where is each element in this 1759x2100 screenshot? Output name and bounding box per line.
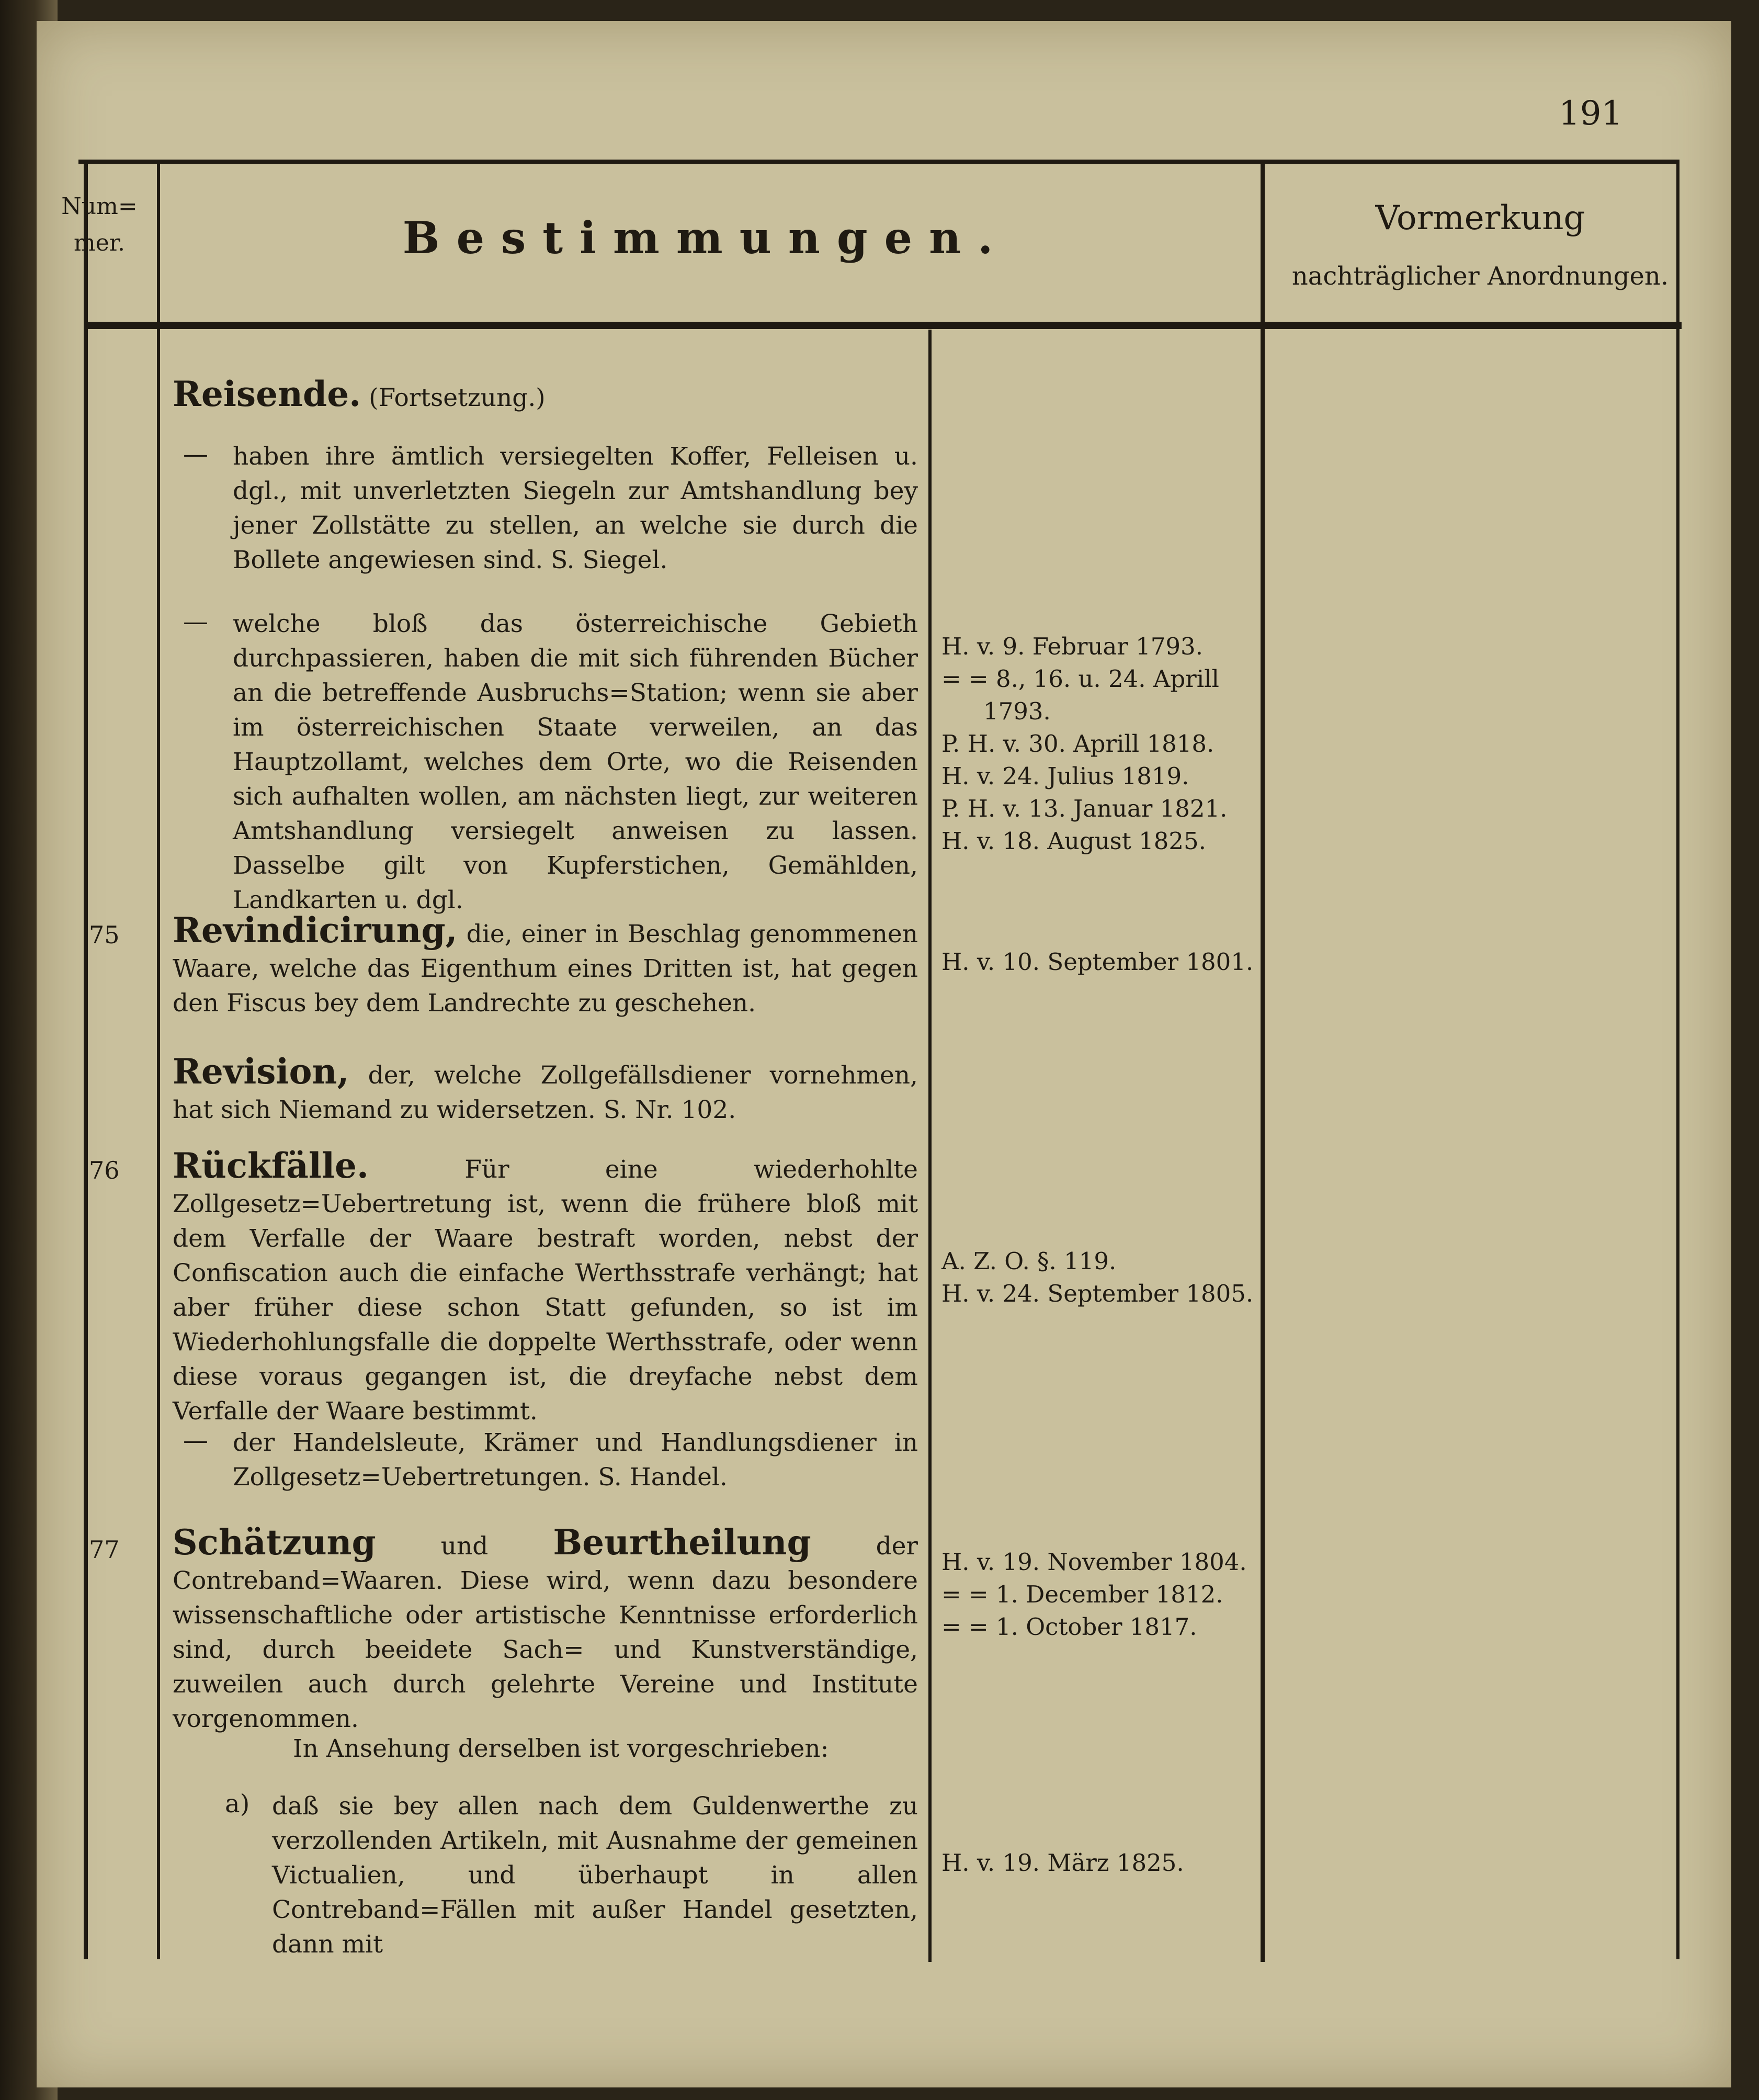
entry-revindicirung	[173, 910, 918, 1021]
entry-heading: Reisende.	[173, 374, 361, 414]
vormerkung-col-rule	[1261, 160, 1265, 1962]
page-number: 191	[1559, 94, 1623, 133]
entry-schaetzung	[173, 1522, 918, 1736]
reference-line: = = 8., 16. u. 24. Aprill	[941, 665, 1219, 693]
reference-line: H. v. 9. Februar 1793.	[941, 633, 1203, 660]
entry-number: 75	[89, 921, 120, 949]
reference-group-4	[941, 1546, 1247, 1643]
entry-dash: —	[183, 1426, 208, 1455]
entry-text: der, welche Zollgefällsdiener vornehmen, hat sich Niemand zu widersetzen. S. Nr. 102.	[173, 1061, 918, 1124]
entry-revision	[173, 1051, 918, 1127]
top-rule	[78, 160, 1679, 164]
reference-line: H. v. 19. November 1804.	[941, 1548, 1247, 1576]
entry-item-a: daß sie bey allen nach dem Guldenwerthe zu verzollenden Artikeln, mit Ausnahme der gemeinen Victualien, und überhaupt in allen Contreband=Fällen mit außer Handel gesetzten, dann mit	[272, 1792, 918, 1959]
entry-text: Für eine wiederhohlte Zollgesetz=Uebertretung ist, wenn die frühere bloß mit dem Verfalle der Waare bestraft worden, nebst der Confiscation auch die einfache Werthsstrafe verhängt; hat aber früher diese schon Statt gefunden, so ist im Wiederhohlungsfalle die doppelte Werthsstrafe, oder wenn diese voraus gegangen ist, die dreyfache nebst dem Verfalle der Waare bestimmt.	[173, 1155, 918, 1426]
entry-rueckfaelle-2: der Handelsleute, Krämer und Handlungsdiener in Zollgesetz=Uebertretungen. S. Handel.	[233, 1428, 918, 1492]
entry-ansehung: In Ansehung derselben ist vorgeschrieben:	[293, 1734, 829, 1763]
entry-text: der Contreband=Waaren. Diese wird, wenn dazu besondere wissenschaftliche oder artistische Kenntnisse erforderlich sind, durch beeidete Sach= und Kunstverständige, zuweilen auch durch gelehrte Vereine und Institute vorgenommen.	[173, 1532, 918, 1733]
entry-dash: —	[183, 607, 208, 636]
reference-line: A. Z. O. §. 119.	[941, 1247, 1117, 1275]
entry-number: 76	[89, 1156, 120, 1184]
column-header-vormerkung-sub: nachträglicher Anordnungen.	[1291, 262, 1669, 291]
reference-line: 1793.	[983, 697, 1051, 725]
reference-line: P. H. v. 13. Januar 1821.	[941, 795, 1228, 822]
reference-line: H. v. 24. September 1805.	[941, 1280, 1254, 1307]
item-label: a)	[225, 1789, 250, 1819]
reference-group-3	[941, 1245, 1253, 1310]
entry-dash: —	[183, 439, 208, 469]
header-rule	[86, 322, 1682, 329]
reference-line: = = 1. October 1817.	[941, 1613, 1197, 1641]
entry-heading: Rückfälle.	[173, 1145, 369, 1186]
num-col-rule	[157, 160, 160, 1959]
reference-group-2: H. v. 10. September 1801.	[941, 948, 1254, 976]
entry-heading: Schätzung	[173, 1522, 376, 1563]
entry-reisende-heading	[173, 374, 915, 415]
refs-col-rule	[928, 330, 932, 1962]
reference-line: P. H. v. 30. Aprill 1818.	[941, 730, 1215, 758]
reference-line: = = 1. December 1812.	[941, 1580, 1223, 1608]
entry-text: und	[440, 1532, 489, 1561]
left-rule	[84, 160, 88, 1959]
reference-group-1	[941, 630, 1227, 857]
entry-rueckfaelle	[173, 1145, 918, 1429]
column-header-vormerkung: Vormerkung	[1375, 199, 1585, 238]
reference-line: H. v. 24. Julius 1819.	[941, 762, 1189, 790]
entry-reisende-1: haben ihre ämtlich versiegelten Koffer, Felleisen u. dgl., mit unverletzten Siegeln zur Amtshandlung bey jener Zollstätte zu stellen, an welche sie durch die Bollete angewiesen sind. S. Siegel.	[233, 442, 918, 574]
entry-number: 77	[89, 1536, 120, 1564]
right-rule	[1676, 160, 1679, 1959]
continuation-note: (Fortsetzung.)	[369, 383, 546, 412]
entry-heading: Revision,	[173, 1051, 349, 1092]
reference-line: H. v. 18. August 1825.	[941, 827, 1206, 855]
entry-heading-2: Beurtheilung	[553, 1522, 811, 1563]
entry-reisende-2: welche bloß das österreichische Gebieth durchpassieren, haben die mit sich führenden Bücher an die betreffende Ausbruchs=Station; wenn sie aber im österreichischen Staate verweilen, an das Hauptzollamt, welches dem Orte, wo die Reisenden sich aufhalten wollen, am nächsten liegt, zur weiteren Amtshandlung versiegelt anweisen zu lassen. Dasselbe gilt von Kupferstichen, Gemählden, Landkarten u. dgl.	[233, 609, 918, 914]
entry-heading: Revindicirung,	[173, 910, 458, 951]
column-header-number: Num= mer.	[61, 193, 138, 256]
entry-text: die, einer in Beschlag genommenen Waare, welche das Eigenthum eines Dritten ist, hat gegen den Fiscus bey dem Landrechte zu geschehen.	[173, 920, 918, 1018]
column-header-bestimmungen: Bestimmungen.	[402, 212, 1010, 264]
reference-group-5: H. v. 19. März 1825.	[941, 1849, 1184, 1877]
